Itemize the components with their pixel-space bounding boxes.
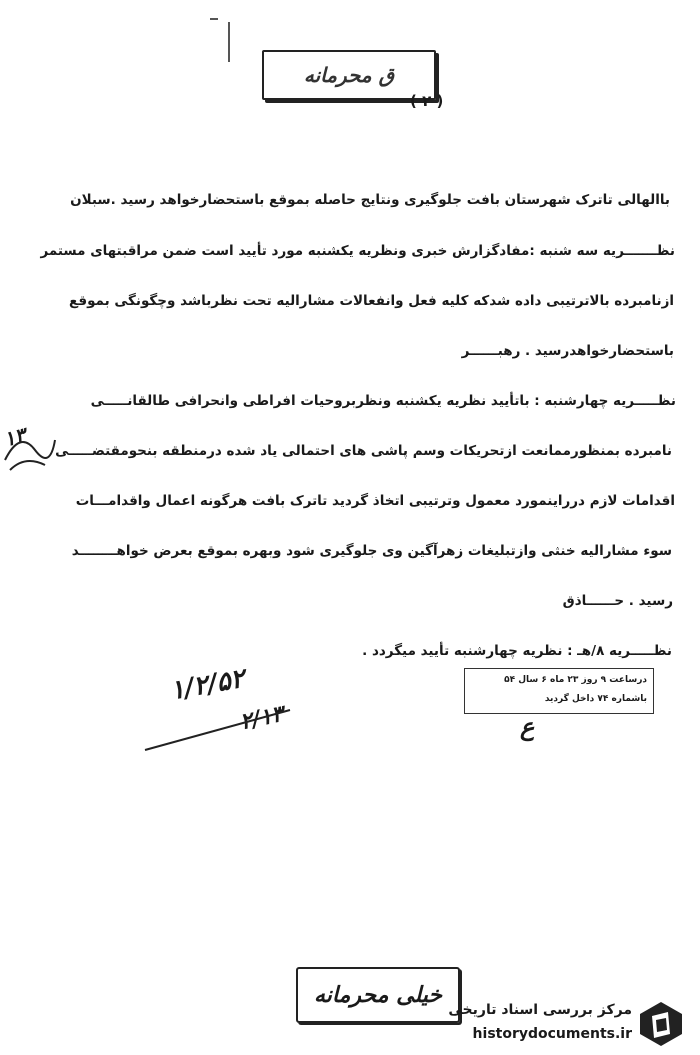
registration-line-1: درساعت ۹ روز ۲۳ ماه ۶ سال ۵۴ — [504, 675, 647, 685]
top-stamp-text: ق محرمانه — [303, 63, 395, 87]
registration-stamp — [464, 668, 654, 714]
handwritten-date: ۲/۱۳ — [237, 700, 286, 736]
body-line: نظـــــریه چهارشنبه : باتأیید نظریه یکشنبه ونظربروحیات افراطی وانحرافی طالقانـــــی — [90, 393, 676, 409]
bottom-stamp-text: خیلی محرمانه — [313, 982, 443, 1008]
signature-stroke-icon — [140, 700, 300, 760]
margin-note: ۱۳ — [1, 422, 29, 452]
registration-line-2: باشماره ۷۴ داخل گردید — [544, 694, 647, 704]
body-line: باالهالی تاترک شهرستان بافت جلوگیری ونتایج حاصله بموقع باستحضارخواهد رسید .سبلان — [70, 192, 670, 208]
scan-mark — [210, 18, 218, 20]
page-number: ( ۲ ) — [410, 92, 444, 110]
body-line: نامبرده بمنظورممانعت ازتحریکات وسم پاشی های احتمالی یاد شده درمنطقه بنحومقتضـــــی — [55, 443, 672, 459]
margin-scribble-icon — [0, 420, 60, 480]
body-line: ازنامبرده بالاترتیبی داده شدکه کلیه فعل وانفعالات مشارالیه تحت نظرباشد وچگونگی بموقع — [69, 293, 674, 309]
body-line: نظـــــریه ۸/هـ : نظریه چهارشنبه تأیید میگردد . — [362, 643, 672, 659]
scan-mark — [228, 22, 230, 62]
archive-name: مرکز بررسی اسناد تاریخی — [448, 1002, 632, 1018]
body-line: باستحضارخواهدرسید . رهبــــــر — [461, 343, 674, 359]
archive-logo — [428, 1000, 688, 1050]
archive-logo-icon — [638, 1000, 684, 1048]
body-line: اقدامات لازم درراینمورد معمول وترتیبی اتخاذ گردید تاترک بافت هرگونه اعمال واقدامـــات — [75, 493, 675, 509]
body-line: رسید . حــــــاذق — [562, 593, 673, 609]
handwritten-signature: ۱/۲/۵۲ — [167, 663, 247, 707]
body-line: سوء مشارالیه خنثی وازتبلیغات زهرآگین وی جلوگیری شود وبهره بموقع بعرض خواهــــــــد — [71, 543, 672, 559]
handwritten-initial: ع — [520, 712, 535, 741]
body-line: نظـــــــریه سه شنبه :مفادگزارش خبری ونظریه یکشنبه مورد تأیید است ضمن مراقبتهای مستمر — [40, 243, 675, 259]
archive-url: historydocuments.ir — [472, 1026, 632, 1042]
